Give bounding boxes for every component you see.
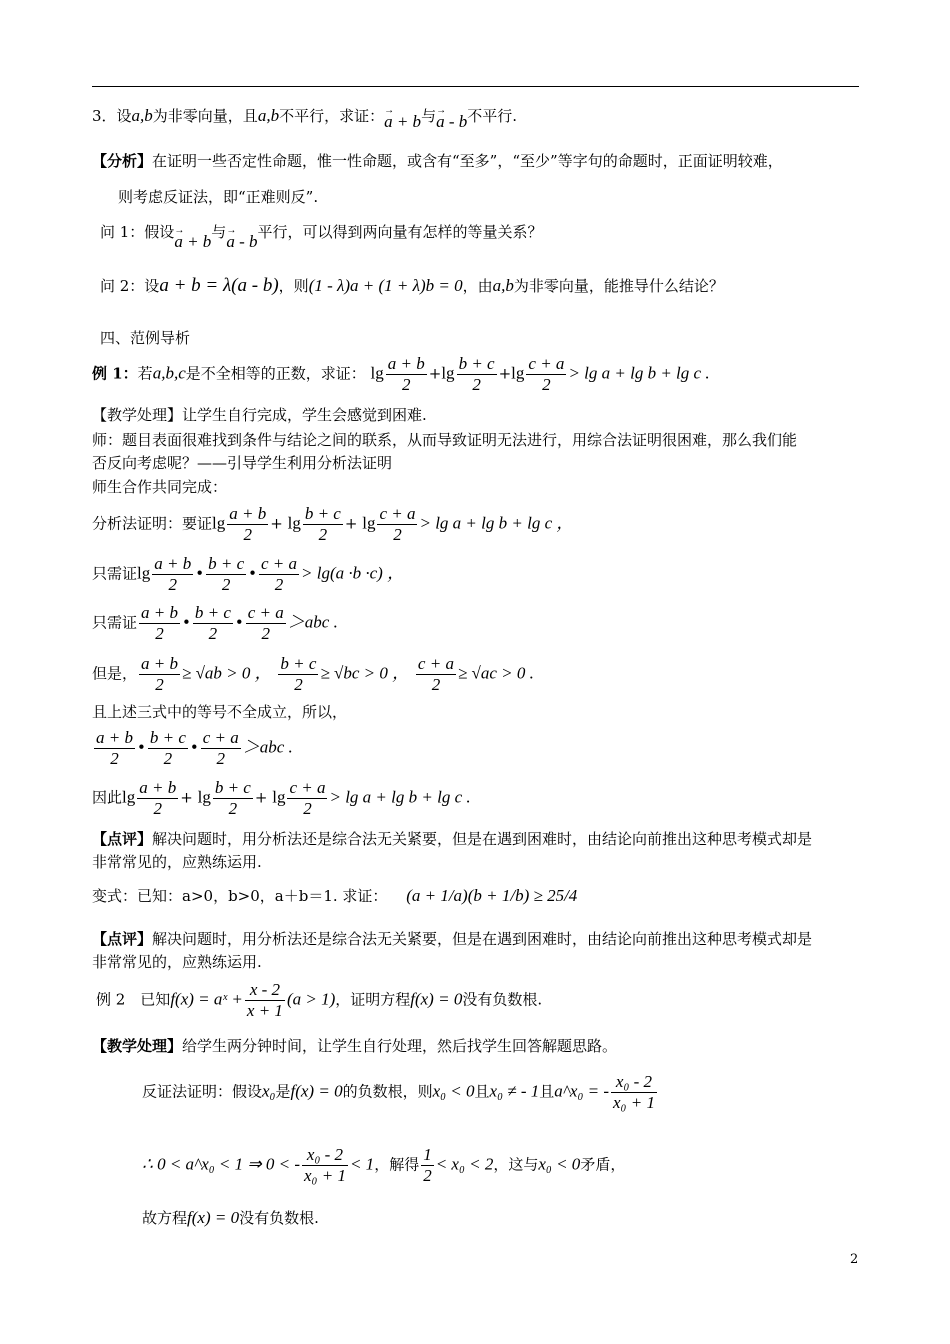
fenxi-text2: 则考虑反证法，即“正难则反”. (118, 188, 319, 206)
dot: • (136, 738, 146, 757)
p3-diff: → a - b (436, 112, 467, 132)
teacher-line-1: 师：题目表面很难找到条件与结论之间的联系，从而导致证明无法进行，用综合法证明很困难，那么我们能 (92, 431, 798, 449)
p3-ab: a,b (131, 106, 153, 125)
b2-p3: < x₀ < 2 (435, 1154, 494, 1174)
den: 2 (294, 675, 303, 694)
num: b + c (280, 654, 317, 673)
num: 1 (423, 1145, 432, 1164)
header-rule (92, 86, 859, 87)
a4-t2: ≥ √bc > 0 ， (320, 663, 410, 683)
den: 2 (243, 525, 252, 544)
a7-prefix: 因此 (92, 788, 123, 807)
p3-sum: → a + b (384, 112, 421, 132)
frac-bc (303, 504, 343, 545)
frac-ca (246, 603, 286, 644)
analysis-3 (92, 603, 338, 644)
fenxi-2 (118, 187, 318, 207)
num: b + c (149, 728, 186, 747)
num: a + b (141, 603, 178, 622)
lg: lg (441, 363, 455, 383)
frac-ab (137, 778, 178, 819)
dot: • (234, 613, 244, 632)
frac-ca (416, 654, 456, 695)
p3-prefix: 3．设 (92, 107, 132, 125)
den: 2 (472, 375, 481, 394)
jx1-text: 让学生自行完成，学生会感觉到困难. (182, 406, 427, 424)
frac-ab (139, 603, 180, 644)
b3-suffix: 没有负数根. (239, 1209, 319, 1227)
num: b + c (194, 603, 231, 622)
den: 2 (216, 749, 225, 768)
frac-ab (94, 728, 135, 769)
a3-prefix: 只需证 (92, 613, 138, 632)
den: 2 (542, 375, 551, 394)
b2-c: x₀ < 0 (538, 1154, 581, 1174)
frac-ca (526, 354, 566, 395)
a7-tail: > lg a + lg b + lg c . (329, 787, 471, 807)
dp1-text: 解决问题时，用分析法还是综合法无关紧要，但是在遇到困难时，由结论向前推出这种思考模式却是 (152, 830, 813, 848)
lg: lg (362, 513, 376, 533)
frac-ab (386, 354, 427, 395)
lg: lg (212, 513, 226, 533)
q1-diff: → a - b (226, 232, 257, 252)
den: 2 (163, 749, 173, 768)
den: 2 (155, 675, 164, 694)
den: x + 1 (246, 1001, 283, 1020)
frac-ab (152, 554, 193, 595)
analysis-7 (92, 778, 471, 819)
var-prefix: 变式：已知： (92, 887, 183, 905)
den: 2 (168, 575, 177, 594)
num: c + a (202, 728, 239, 747)
lg: lg (272, 787, 286, 807)
q2-eq2: (1 - λ)a + (1 + λ)b = 0 (308, 276, 463, 295)
frac-ab (227, 504, 268, 545)
ex2-mid: ，证明方程 (335, 990, 411, 1009)
lg: lg (197, 787, 211, 807)
q2-eq: a + b = λ(a - b) (159, 275, 279, 296)
a2-prefix: 只需证 (92, 564, 138, 583)
b2-p2: < 1 (349, 1154, 375, 1174)
proof-1 (142, 1072, 659, 1113)
fenxi-text: 在证明一些否定性命题，惟一性命题，或含有“至多”，“至少”等字句的命题时，正面证明较难， (152, 152, 783, 170)
den: 2 (208, 624, 218, 643)
den: 2 (393, 525, 402, 544)
ex1-text: 若 (137, 364, 153, 383)
plus: + (428, 364, 442, 383)
num: a + b (141, 654, 178, 673)
lg: lg (137, 563, 151, 583)
b2-end: 矛盾， (580, 1155, 626, 1174)
jiaoxue-1 (92, 405, 427, 425)
ex1-label: 例 1： (92, 364, 138, 383)
analysis-5: 且上述三式中的等号不全成立，所以， (92, 703, 348, 721)
question-1 (100, 222, 543, 251)
ex2-prefix: 例 2 已知 (96, 990, 171, 1009)
frac-ca (259, 554, 299, 595)
var-expr: (a + 1/a)(b + 1/b) ≥ 25/4 (406, 886, 578, 905)
b2-half (421, 1145, 434, 1186)
comment-1b: 非常常见的，应熟练运用. (92, 853, 262, 871)
den: 2 (110, 749, 119, 768)
comment-1 (92, 829, 812, 849)
lg: lg (370, 363, 384, 383)
den: 2 (303, 799, 312, 818)
num: x - 2 (245, 980, 285, 1001)
fenxi (92, 151, 783, 171)
analysis-6 (92, 728, 293, 769)
frac-ca (377, 504, 417, 545)
q1-yu: 与 (211, 223, 227, 241)
jx2-text: 给学生两分钟时间，让学生自行处理，然后找学生回答解题思路。 (182, 1037, 618, 1055)
p3-mid: 为非零向量，且 (152, 107, 258, 125)
plus: + (498, 364, 512, 383)
frac-bc (206, 554, 246, 595)
num: b + c (208, 554, 245, 573)
frac-bc (213, 778, 253, 819)
q2-ab: a,b (492, 276, 514, 295)
frac-ca (201, 728, 241, 769)
den: x₀ + 1 (304, 1166, 346, 1185)
b2-frac (302, 1145, 348, 1186)
den: 2 (274, 575, 284, 594)
ex2-frac (245, 980, 285, 1021)
p3-ab2: a,b (257, 106, 280, 125)
fenxi-tag: 【分析】 (92, 152, 153, 170)
q2-mid2: ，由 (462, 277, 493, 295)
den: 2 (261, 624, 271, 643)
frac-bc (457, 354, 497, 395)
proof-2 (142, 1145, 625, 1186)
den: 2 (431, 675, 441, 694)
num: b + c (214, 778, 251, 797)
proof-3 (142, 1208, 319, 1228)
num: a + b (387, 354, 425, 373)
p3-end: 不平行. (467, 107, 518, 125)
question-2 (100, 276, 724, 296)
dot: • (248, 564, 257, 583)
plus: + (270, 514, 283, 533)
problem-3 (92, 106, 518, 131)
num: b + c (458, 354, 495, 373)
b1-eq: f(x) = 0 (290, 1081, 343, 1101)
a1-prefix: 分析法证明：要证 (92, 514, 213, 533)
dot: • (195, 564, 205, 583)
example-2 (96, 980, 542, 1021)
p3-yu: 与 (421, 107, 437, 125)
num: c + a (417, 654, 454, 673)
q2-suffix: 为非零向量，能推导什么结论？ (513, 277, 724, 295)
b1-c3: a^x₀ = - (554, 1081, 610, 1101)
p3-mid2: 不平行，求证： (279, 107, 385, 125)
lg: lg (287, 513, 301, 533)
example-1 (92, 354, 710, 395)
lg: lg (122, 787, 136, 807)
frac-bc (148, 728, 188, 769)
analysis-2 (92, 554, 404, 595)
num: x₀ - 2 (611, 1072, 657, 1093)
b1-prefix: 反证法证明：假设 (142, 1082, 263, 1101)
q1-sum: → a + b (174, 232, 211, 252)
lg: lg (511, 363, 525, 383)
num: c + a (247, 603, 284, 622)
a1-tail: > lg a + lg b + lg c ， (419, 513, 574, 533)
dot: • (189, 738, 199, 757)
b2-mid2: ，这与 (493, 1155, 539, 1174)
comment-2 (92, 929, 812, 949)
jx1-tag: 【教学处理】 (92, 406, 183, 424)
dp1-tag: 【点评】 (92, 830, 153, 848)
den: 2 (423, 1166, 432, 1185)
analysis-1 (92, 504, 573, 545)
den: x₀ + 1 (613, 1093, 655, 1112)
b2-mid: ，解得 (374, 1155, 420, 1174)
den: 2 (221, 575, 231, 594)
dp2-tag: 【点评】 (92, 930, 153, 948)
den: 2 (402, 375, 411, 394)
ex1-text2: 是不全相等的正数，求证： (185, 364, 366, 383)
num: c + a (528, 354, 565, 373)
comment-2b: 非常常见的，应熟练运用. (92, 953, 262, 971)
ex2-cond: (a > 1) (286, 989, 336, 1009)
num: a + b (229, 504, 267, 523)
b1-mid: 的负数根，则 (342, 1082, 433, 1101)
section-title: 四、范例导析 (100, 329, 191, 347)
dp2-text: 解决问题时，用分析法还是综合法无关紧要，但是在遇到困难时，由结论向前推出这种思考模式却是 (152, 930, 813, 948)
num: a + b (139, 778, 177, 797)
b1-shi: 是 (275, 1082, 291, 1101)
plus: + (180, 788, 193, 807)
b1-c2: x₀ ≠ - 1 (489, 1081, 540, 1101)
b1-c1: x₀ < 0 (432, 1081, 475, 1101)
a4-t1: ≥ √ab > 0 ， (182, 663, 272, 683)
b2-p1: ∴ 0 < a^x₀ < 1 ⇒ 0 < - (142, 1154, 301, 1174)
page-number: 2 (850, 1252, 859, 1267)
num: a + b (96, 728, 133, 747)
q1-suffix: 平行，可以得到两向量有怎样的等量关系？ (257, 223, 543, 241)
dot: • (182, 613, 191, 632)
b1-frac (611, 1072, 657, 1113)
analysis-4 (92, 654, 534, 695)
a6-tail: ＞abc . (242, 737, 293, 757)
ex2-suffix: 没有负数根. (462, 990, 543, 1009)
ex1-vars: a,b,c (152, 363, 186, 383)
a3-tail: ＞abc . (287, 612, 338, 632)
num: c + a (260, 554, 298, 573)
b1-qie2: 且 (539, 1082, 555, 1101)
b1-x0: x₀ (262, 1081, 276, 1101)
var-cond: a>0，b>0，a＋b＝1. 求证： (182, 887, 388, 905)
cooperate: 师生合作共同完成： (92, 478, 228, 496)
ex1-tail: > lg a + lg b + lg c . (568, 363, 710, 383)
den: 2 (155, 624, 164, 643)
ex2-fx: f(x) = aˣ + (170, 989, 243, 1009)
num: a + b (154, 554, 192, 573)
frac-ab (139, 654, 180, 695)
b1-qie: 且 (474, 1082, 490, 1101)
num: b + c (304, 504, 341, 523)
q2-mid: ，则 (278, 277, 309, 295)
b3-prefix: 故方程 (142, 1209, 188, 1227)
plus: + (344, 514, 358, 533)
a2-tail: > lg(a ·b ·c) ， (301, 563, 405, 583)
num: x₀ - 2 (302, 1145, 348, 1166)
q2-prefix: 问 2：设 (100, 277, 160, 295)
num: c + a (289, 778, 326, 797)
teacher-line-2: 否反向考虑呢？——引导学生利用分析法证明 (92, 454, 393, 472)
plus: + (254, 788, 268, 807)
variant (92, 886, 577, 906)
a4-t3: ≥ √ac > 0 . (457, 663, 534, 683)
b3-eq: f(x) = 0 (187, 1208, 240, 1227)
frac-ca (287, 778, 327, 819)
a4-prefix: 但是， (92, 664, 138, 683)
jiaoxue-2 (92, 1036, 617, 1056)
ex2-eq: f(x) = 0 (410, 989, 463, 1009)
frac-bc (278, 654, 318, 695)
q1-prefix: 问 1：假设 (100, 223, 175, 241)
den: 2 (318, 525, 328, 544)
den: 2 (228, 799, 238, 818)
den: 2 (153, 799, 162, 818)
jx2-tag: 【教学处理】 (92, 1037, 183, 1055)
num: c + a (379, 504, 416, 523)
frac-bc (193, 603, 233, 644)
